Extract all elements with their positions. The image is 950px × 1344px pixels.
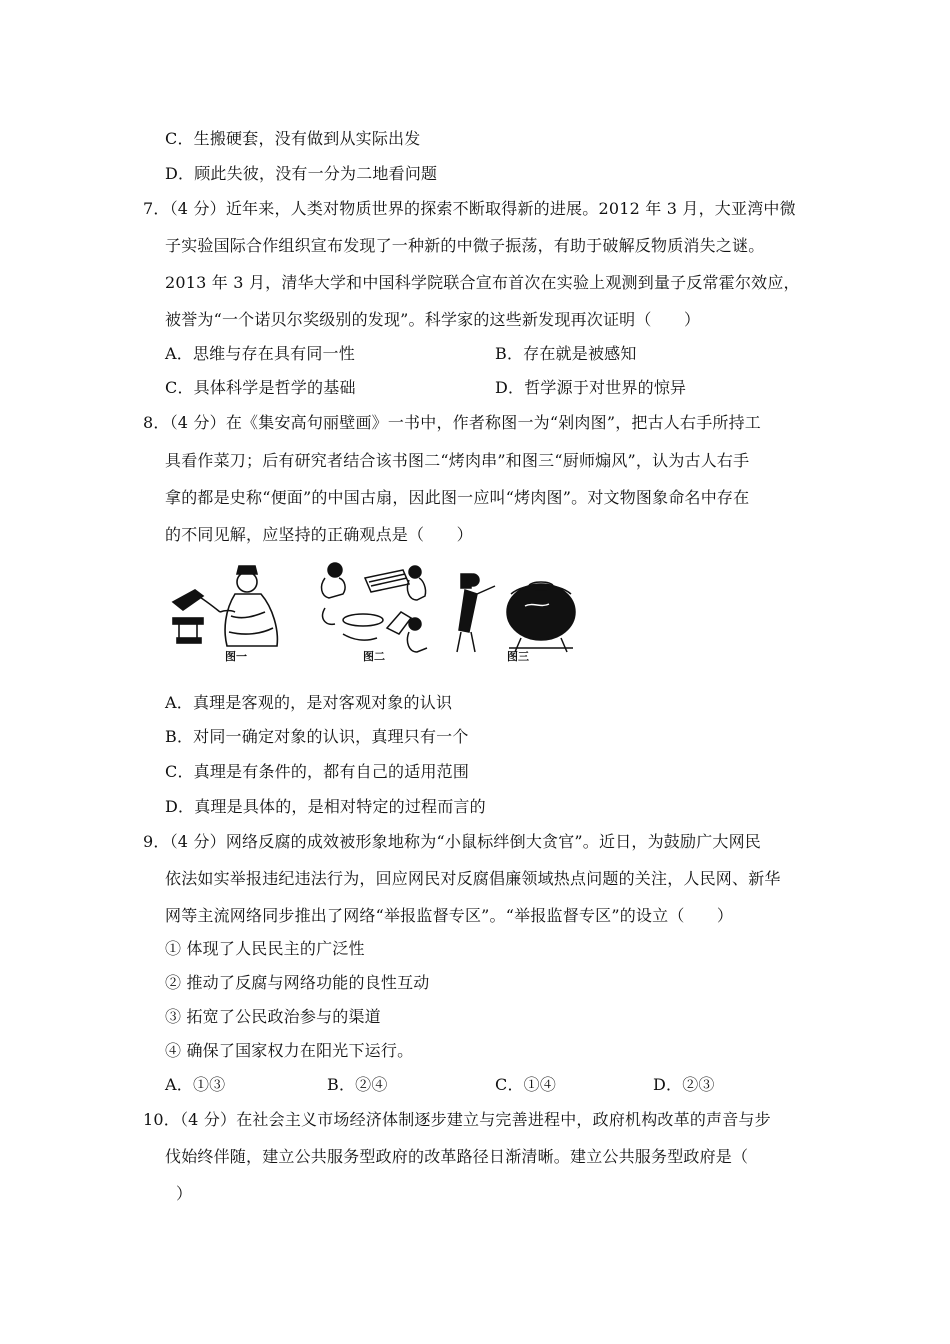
q8-option-b: B．对同一确定对象的认识，真理只有一个 [165, 727, 469, 746]
q6-option-c: C．生搬硬套，没有做到从实际出发 [165, 129, 421, 148]
q7-stem-line4: 被誉为“一个诺贝尔奖级别的发现”。科学家的这些新发现再次证明（ ） [165, 310, 701, 329]
q7-option-d: D．哲学源于对世界的惊异 [495, 378, 687, 397]
q8-option-c: C．真理是有条件的，都有自己的适用范围 [165, 762, 470, 781]
q9-option-c: C．①④ [495, 1075, 557, 1094]
q8-stem-line4: 的不同见解，应坚持的正确观点是（ ） [165, 525, 473, 544]
figure-three-caption: 图三 [507, 650, 529, 663]
q7-option-c: C．具体科学是哲学的基础 [165, 378, 356, 397]
q10-stem-line3: ） [176, 1184, 193, 1203]
q9-option-d: D．②③ [653, 1075, 715, 1094]
q9-option-a: A．①③ [165, 1075, 226, 1094]
q8-stem-line1: 8．（4 分）在《集安高句丽壁画》一书中，作者称图一为“剁肉图”，把古人右手所持工 [143, 413, 762, 432]
figure-two-caption: 图二 [363, 650, 385, 663]
q8-mural-figures [165, 560, 585, 670]
q10-stem-line2: 伐始终伴随，建立公共服务型政府的改革路径日渐清晰。建立公共服务型政府是（ [165, 1147, 749, 1166]
q7-option-a: A．思维与存在具有同一性 [165, 344, 355, 363]
q9-option-b: B．②④ [327, 1075, 388, 1094]
q9-stem-line2: 依法如实举报违纪违法行为，回应网民对反腐倡廉领域热点问题的关注，人民网、新华 [165, 869, 781, 888]
q9-item-4: ④ 确保了国家权力在阳光下运行。 [165, 1041, 414, 1060]
q7-stem-line2: 子实验国际合作组织宣布发现了一种新的中微子振荡，有助于破解反物质消失之谜。 [165, 236, 765, 255]
q7-stem-line3: 2013 年 3 月，清华大学和中国科学院联合宣布首次在实验上观测到量子反常霍尔效应， [165, 273, 800, 292]
q9-item-1: ① 体现了人民民主的广泛性 [165, 939, 365, 958]
q9-stem-line3: 网等主流网络同步推出了网络“举报监督专区”。“举报监督专区”的设立（ ） [165, 906, 734, 925]
q8-stem-line2: 具看作菜刀；后有研究者结合该书图二“烤肉串”和图三“厨师煽风”，认为古人右手 [165, 451, 750, 470]
q8-option-d: D．真理是具体的，是相对特定的过程而言的 [165, 797, 486, 816]
q10-stem-line1: 10．（4 分）在社会主义市场经济体制逐步建立与完善进程中，政府机构改革的声音与步 [143, 1110, 771, 1129]
figure-three-drawing [457, 574, 575, 652]
q6-option-d: D．顾此失彼，没有一分为二地看问题 [165, 164, 438, 183]
figure-two-drawing [322, 563, 427, 652]
q8-option-a: A．真理是客观的，是对客观对象的认识 [165, 693, 453, 712]
q9-stem-line1: 9．（4 分）网络反腐的成效被形象地称为“小鼠标绊倒大贪官”。近日，为鼓励广大网民 [143, 832, 762, 851]
q9-item-3: ③ 拓宽了公民政治参与的渠道 [165, 1007, 381, 1026]
q7-stem-line1: 7．（4 分）近年来，人类对物质世界的探索不断取得新的进展。2012 年 3 月，大亚湾中微 [143, 199, 796, 218]
figure-one-drawing [173, 566, 277, 646]
q8-stem-line3: 拿的都是史称“便面”的中国古扇，因此图一应叫“烤肉图”。对文物图象命名中存在 [165, 488, 750, 507]
q7-option-b: B．存在就是被感知 [495, 344, 637, 363]
q9-item-2: ② 推动了反腐与网络功能的良性互动 [165, 973, 430, 992]
figure-one-caption: 图一 [225, 650, 247, 663]
